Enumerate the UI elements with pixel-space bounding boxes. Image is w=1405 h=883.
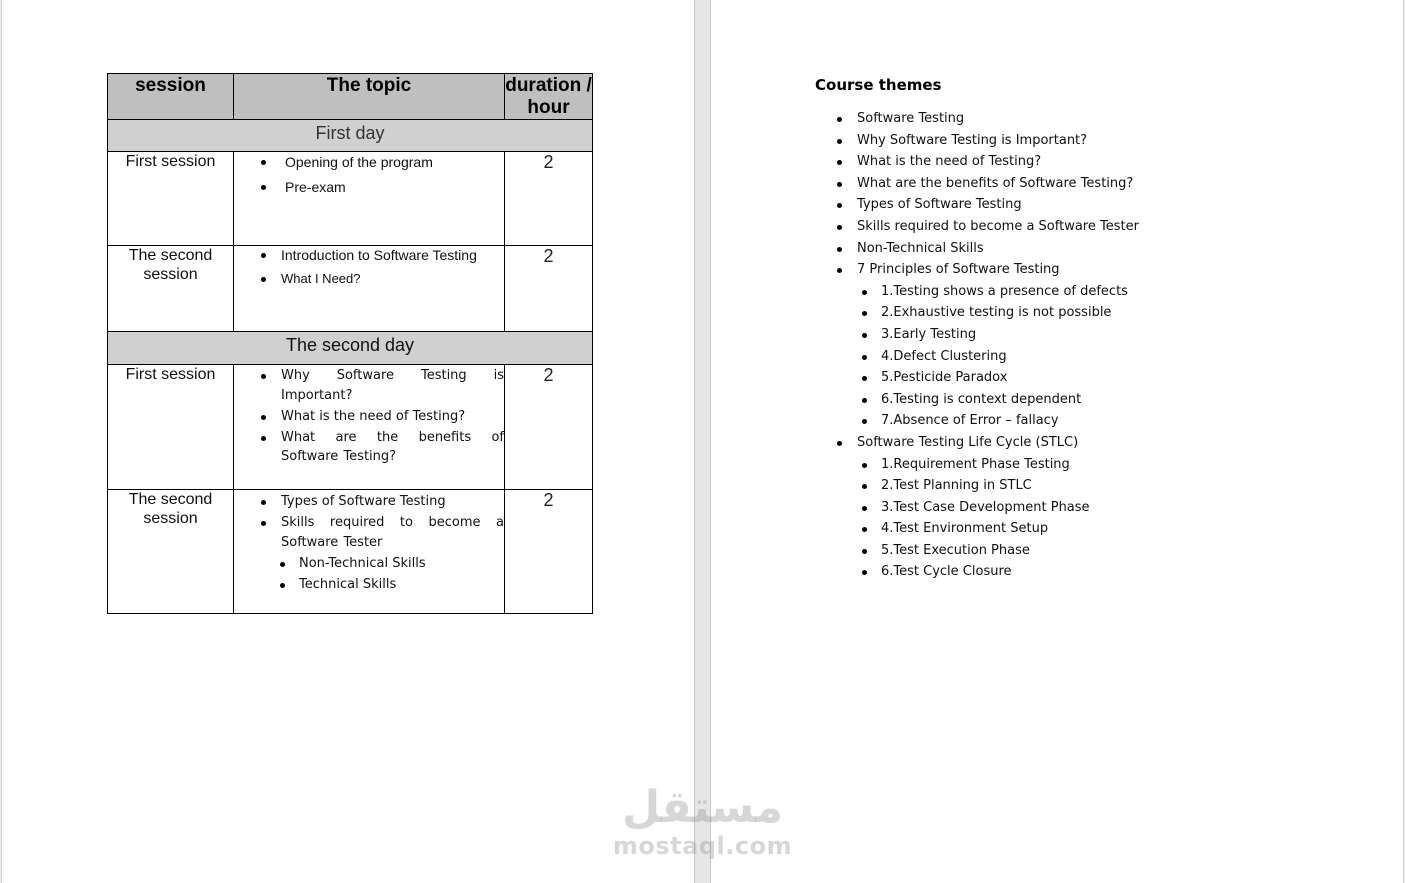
list-item: 6.Testing is context dependent [815, 389, 1139, 411]
list-item: What is the need of Testing? [815, 151, 1139, 173]
duration-value: 2 [505, 152, 593, 246]
list-item: Pre-exam [234, 179, 504, 195]
document-page-right [711, 0, 1404, 883]
document-page-left [1, 0, 695, 883]
list-item: Types of Software Testing [234, 492, 504, 512]
header-duration: duration / hour [505, 75, 592, 118]
list-item: Non-Technical Skills [234, 554, 504, 574]
course-themes-list [815, 108, 1139, 583]
list-item: 2.Test Planning in STLC [815, 475, 1139, 497]
table-row [108, 246, 593, 332]
list-item: 2.Exhaustive testing is not possible [815, 302, 1139, 324]
list-item: Introduction to Software Testing [234, 247, 504, 263]
session-name: First session [108, 365, 234, 490]
list-item: 7 Principles of Software Testing [815, 259, 1139, 281]
table-row [108, 490, 593, 614]
schedule-table [107, 73, 593, 614]
list-item: 5.Pesticide Paradox [815, 367, 1139, 389]
table-row [108, 152, 593, 246]
list-item: Why Software Testing is Important? [815, 130, 1139, 152]
topic-cell [234, 246, 505, 332]
day-label: The second day [108, 332, 593, 365]
list-item: 6.Test Cycle Closure [815, 561, 1139, 583]
list-item: What I Need? [234, 271, 504, 287]
duration-value: 2 [505, 490, 593, 614]
day-row [108, 120, 593, 152]
topic-list [234, 492, 504, 594]
list-item: 4.Test Environment Setup [815, 518, 1139, 540]
list-item: What are the benefits of Software Testing? [234, 428, 504, 467]
list-item: Opening of the program [234, 154, 504, 170]
duration-value: 2 [505, 246, 593, 332]
table-header-row [108, 74, 593, 120]
list-item: 1.Requirement Phase Testing [815, 454, 1139, 476]
list-item: Types of Software Testing [815, 194, 1139, 216]
list-item: What are the benefits of Software Testing? [815, 173, 1139, 195]
duration-value: 2 [505, 365, 593, 490]
list-item: Why Software Testing is Important? [234, 366, 504, 405]
list-item: 3.Early Testing [815, 324, 1139, 346]
list-item: Software Testing [815, 108, 1139, 130]
session-name: The second session [108, 246, 234, 332]
topic-cell [234, 365, 505, 490]
list-item: 3.Test Case Development Phase [815, 497, 1139, 519]
day-row [108, 332, 593, 365]
page-gutter [694, 0, 711, 883]
session-name: The second session [108, 490, 234, 614]
header-session: session [108, 74, 234, 120]
list-item: Skills required to become a Software Tester [815, 216, 1139, 238]
topic-cell [234, 490, 505, 614]
header-topic: The topic [234, 74, 505, 120]
day-label: First day [108, 120, 593, 152]
session-name: First session [108, 152, 234, 246]
list-item: Software Testing Life Cycle (STLC) [815, 432, 1139, 454]
table-row [108, 365, 593, 490]
list-item: What is the need of Testing? [234, 407, 504, 427]
list-item: 5.Test Execution Phase [815, 540, 1139, 562]
list-item: 1.Testing shows a presence of defects [815, 281, 1139, 303]
topic-list [234, 247, 504, 287]
list-item: 7.Absence of Error – fallacy [815, 410, 1139, 432]
topic-list [234, 154, 504, 195]
list-item: Technical Skills [234, 575, 504, 595]
topic-cell [234, 152, 505, 246]
watermark-arabic: مستقل [622, 782, 783, 833]
list-item: 4.Defect Clustering [815, 346, 1139, 368]
course-themes-title: Course themes [815, 76, 942, 94]
watermark-latin: mostaql.com [612, 832, 793, 860]
topic-list [234, 366, 504, 467]
list-item: Skills required to become a Software Tester [234, 513, 504, 552]
list-item: Non-Technical Skills [815, 238, 1139, 260]
